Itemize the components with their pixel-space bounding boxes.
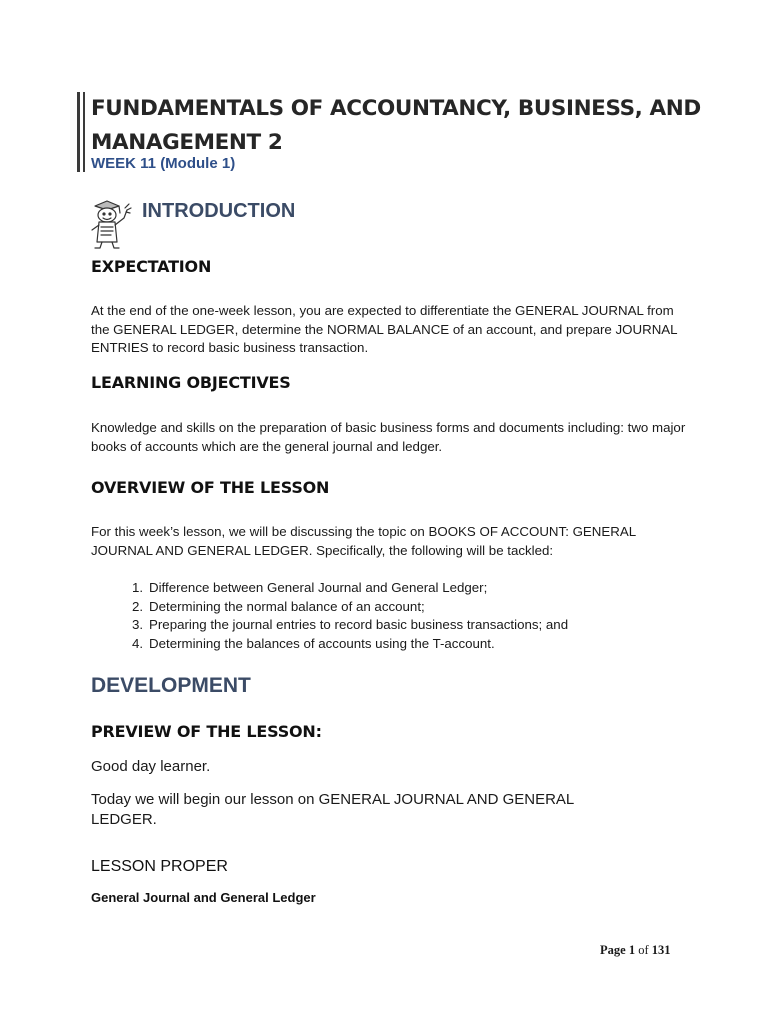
title-border-right: [83, 92, 85, 172]
list-item-text: Determining the balances of accounts using the T-account.: [149, 635, 495, 651]
list-item-text: Preparing the journal entries to record basic business transactions; and: [149, 617, 569, 632]
page-number: 1: [628, 943, 636, 957]
page-footer: [600, 943, 670, 958]
list-item: [132, 616, 692, 635]
lesson-subheading: General Journal and General Ledger: [91, 890, 316, 905]
learning-objectives-text: Knowledge and skills on the preparation of basic business forms and documents including: two major books of accounts which are the general journal and ledger.: [91, 420, 686, 454]
introduction-heading: INTRODUCTION: [142, 200, 296, 222]
preview-text: Today we will begin our lesson on GENERAL JOURNAL AND GENERAL LEDGER.: [91, 791, 574, 828]
list-item-number: 2.: [132, 598, 144, 614]
overview-heading: OVERVIEW OF THE LESSON: [91, 478, 330, 497]
list-item-text: Difference between General Journal and General Ledger;: [149, 580, 488, 595]
list-item: [132, 579, 692, 598]
list-item: [132, 598, 692, 617]
list-item-text: Determining the normal balance of an account;: [149, 598, 425, 614]
list-item: [132, 635, 692, 654]
total-pages: 131: [651, 943, 671, 957]
development-heading: DEVELOPMENT: [91, 674, 251, 697]
preview-greeting: Good day learner.: [91, 758, 211, 775]
page-word: Page: [600, 943, 626, 957]
overview-list: [132, 579, 692, 653]
preview-heading: PREVIEW OF THE LESSON:: [91, 722, 322, 741]
list-item-number: 4.: [132, 635, 144, 651]
overview-text: For this week’s lesson, we will be discussing the topic on BOOKS OF ACCOUNT: GENERAL JOURNAL AND GENERAL LEDGER. Specifically, the following will be tackled:: [91, 524, 636, 558]
list-item-number: 1.: [132, 580, 144, 595]
of-word: of: [638, 943, 649, 957]
title-border-left: [77, 92, 80, 172]
document-title: FUNDAMENTALS OF ACCOUNTANCY, BUSINESS, AND MANAGEMENT 2: [91, 96, 701, 155]
week-label: WEEK 11 (Module 1): [91, 155, 236, 172]
lesson-proper-heading: LESSON PROPER: [91, 858, 228, 875]
learning-objectives-heading: LEARNING OBJECTIVES: [91, 373, 291, 392]
expectation-heading: EXPECTATION: [91, 257, 212, 276]
student-mascot-icon: [87, 196, 135, 250]
list-item-number: 3.: [132, 617, 144, 632]
expectation-text: At the end of the one-week lesson, you are expected to differentiate the GENERAL JOURNAL from the GENERAL LEDGER, determine the NORMAL BALANCE of an account, and prepare JOURNAL ENTRIES to record basic business transaction.: [91, 303, 678, 356]
